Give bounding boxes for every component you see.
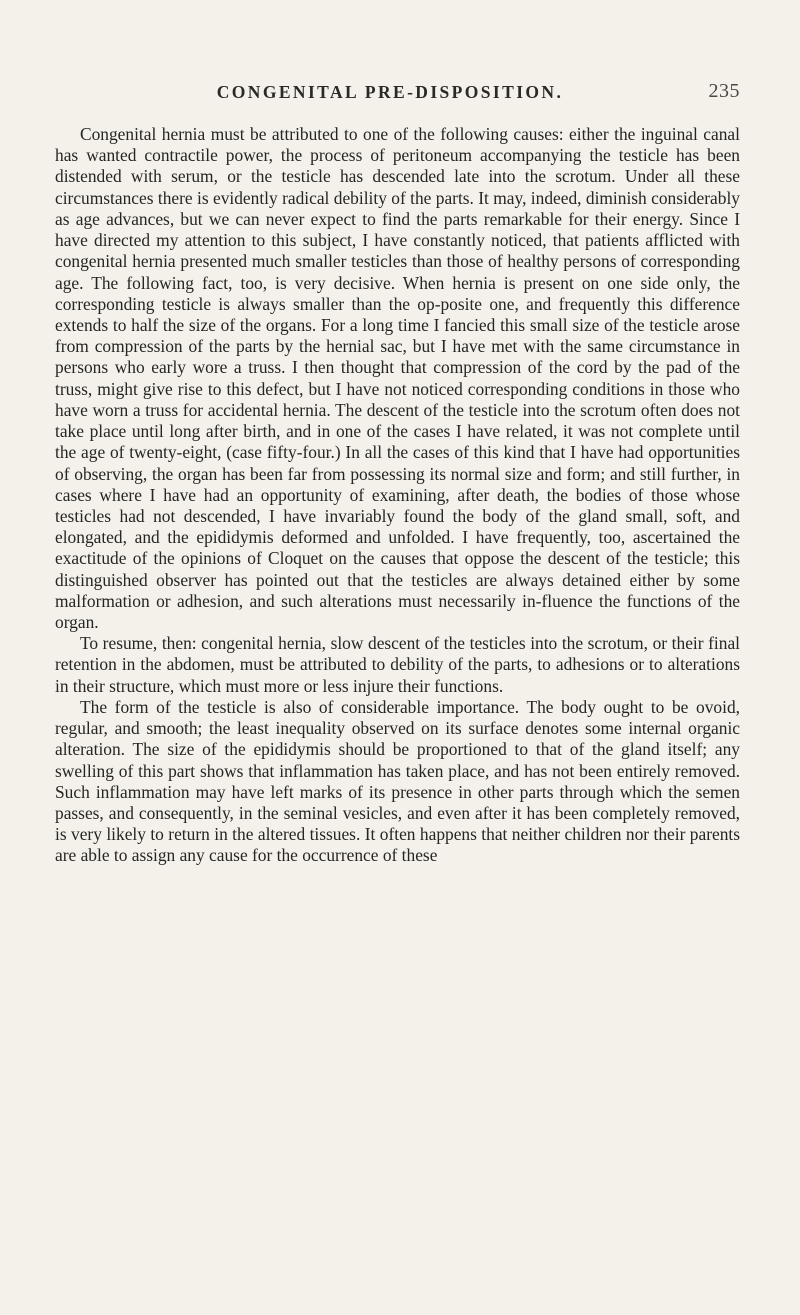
page-number: 235 (708, 80, 740, 102)
paragraph-form-of-testicle: The form of the testicle is also of considerable importance. The body ought to be ovoid, regular, and smooth; the least inequality observed on its surface denotes some internal organic alteration. The size of the epididymis should be proportioned to that of the gland itself; any swelling of this part shows that inflammation has taken place, and has not been entirely removed. Such inflammation may have left marks of its presence in other parts through which the semen passes, and consequently, in the seminal vesicles, and even after it has been completely removed, is very likely to return in the altered tissues. It often happens that neither children nor their parents are able to assign any cause for the occurrence of these (55, 696, 740, 866)
body-text (55, 124, 740, 867)
paragraph-to-resume: To resume, then: congenital hernia, slow descent of the testicles into the scrotum, or their final retention in the abdomen, must be attributed to debility of the parts, to adhesions or to alterations in their structure, which must more or less injure their functions. (55, 633, 740, 696)
running-head (0, 82, 800, 110)
paragraph-congenital-hernia-causes: Congenital hernia must be attributed to one of the following causes: either the inguinal canal has wanted contractile power, the process of peritoneum accompanying the testicle has been distended with serum, or the testicle has descended late into the scrotum. Under all these circumstances there is evidently radical debility of the parts. It may, indeed, diminish considerably as age advances, but we can never expect to find the parts remarkable for their energy. Since I have directed my attention to this subject, I have constantly noticed, that patients afflicted with congenital hernia presented much smaller testicles than those of healthy persons of corresponding age. The following fact, too, is very decisive. When hernia is present on one side only, the corresponding testicle is always smaller than the op-posite one, and frequently this difference extends to half the size of the organs. For a long time I fancied this small size of the testicle arose from compression of the parts by the hernial sac, but I have met with the same circumstance in persons who early wore a truss. I then thought that compression of the cord by the pad of the truss, might give rise to this defect, but I have not noticed corresponding conditions in those who have worn a truss for accidental hernia. The descent of the testicle into the scrotum often does not take place until long after birth, and in one of the cases I have related, it was not complete until the age of twenty-eight, (case fifty-four.) In all the cases of this kind that I have had opportunities of observing, the organ has been far from possessing its normal size and form; and still further, in cases where I have had an opportunity of examining, after death, the bodies of those whose testicles had not descended, I have invariably found the body of the gland small, soft, and elongated, and the epididymis deformed and unfolded. I have frequently, too, ascertained the exactitude of the opinions of Cloquet on the causes that oppose the descent of the testicle; this distinguished observer has pointed out that the testicles are always detained either by some malformation or adhesion, and such alterations must necessarily in-fluence the functions of the organ. (55, 124, 740, 633)
running-title: CONGENITAL PRE-DISPOSITION. (216, 82, 564, 102)
